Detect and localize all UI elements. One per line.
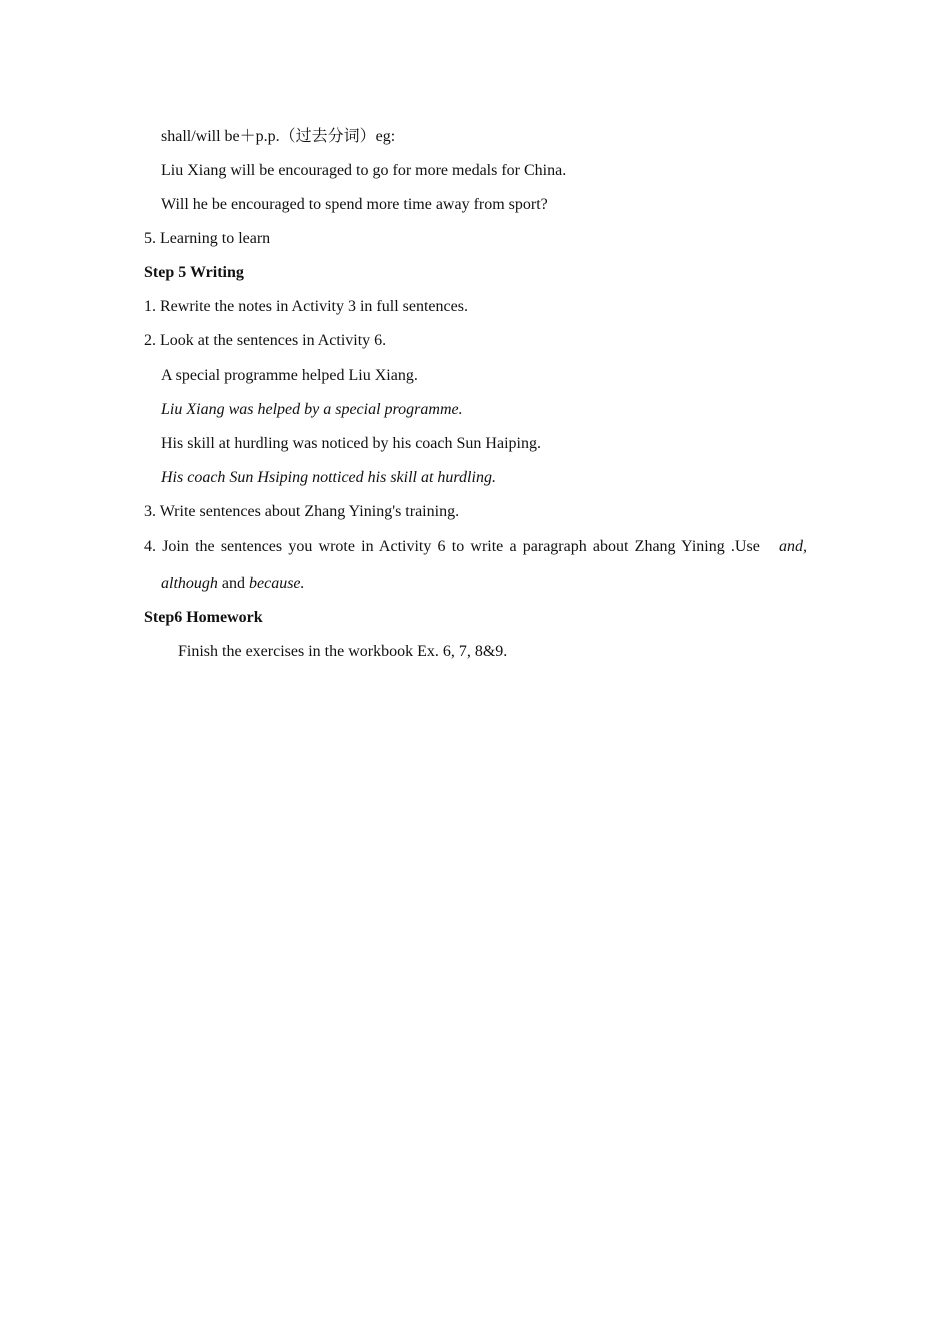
writing-item-4-line-1 [144, 537, 807, 557]
active-sentence-a: A special programme helped Liu Xiang. [161, 367, 418, 384]
step5-heading: Step 5 Writing [144, 264, 244, 281]
writing-item-1: 1. Rewrite the notes in Activity 3 in full sentences. [144, 298, 468, 315]
active-answer-b: His coach Sun Hsiping notticed his skill at hurdling. [161, 469, 496, 486]
writing-item-4-because: because. [249, 575, 305, 592]
step6-heading: Step6 Homework [144, 609, 263, 626]
writing-item-3: 3. Write sentences about Zhang Yining's training. [144, 503, 460, 520]
writing-item-4-although: although [161, 575, 218, 592]
writing-item-4-and: and, [779, 538, 807, 555]
passive-rule-line: shall/will be＋p.p.（过去分词）eg: [161, 128, 396, 145]
example-sentence-2: Will he be encouraged to spend more time away from sport? [161, 196, 548, 213]
passive-answer-a: Liu Xiang was helped by a special programme. [161, 401, 463, 418]
writing-item-2: 2. Look at the sentences in Activity 6. [144, 332, 387, 349]
writing-item-4-and-plain: and [217, 575, 249, 592]
learning-to-learn-item: 5. Learning to learn [144, 230, 271, 247]
example-sentence-1: Liu Xiang will be encouraged to go for more medals for China. [161, 162, 567, 179]
homework-instruction: Finish the exercises in the workbook Ex. 6, 7, 8&9. [178, 643, 508, 660]
passive-sentence-b: His skill at hurdling was noticed by his coach Sun Haiping. [161, 435, 541, 452]
writing-item-4-line-2 [161, 574, 305, 594]
writing-item-4-text: 4. Join the sentences you wrote in Activity 6 to write a paragraph about Zhang Yining .Use [144, 538, 760, 555]
